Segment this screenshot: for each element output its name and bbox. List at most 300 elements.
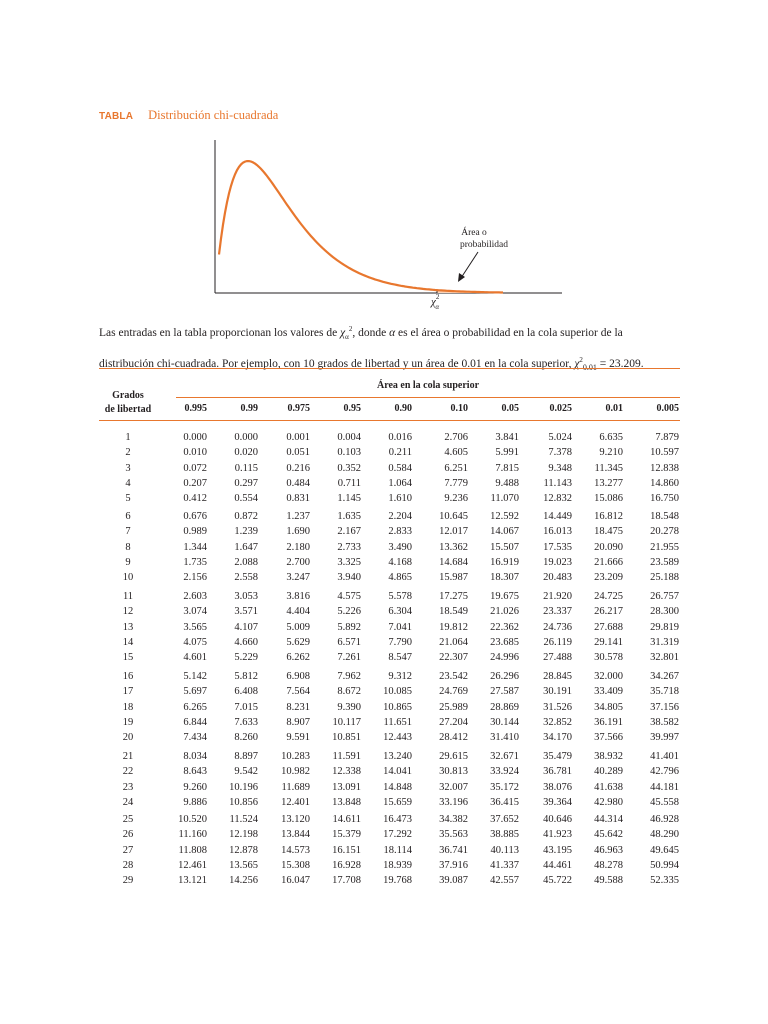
- table-cell: 11.591: [332, 751, 361, 762]
- table-cell: 1.064: [388, 477, 412, 489]
- table-cell: 4.601: [183, 652, 207, 664]
- table-cell: 0.711: [337, 477, 361, 489]
- table-cell: 0.484: [286, 477, 310, 489]
- column-header: 0.95: [343, 403, 361, 414]
- table-cell: 26.217: [594, 606, 623, 618]
- table-cell: 0.872: [234, 511, 258, 522]
- table-cell: 2.733: [337, 541, 361, 553]
- table-cell: 0.554: [234, 493, 258, 505]
- table-cell: 14.573: [281, 844, 310, 856]
- table-cell: 0.051: [286, 447, 310, 459]
- table-cell: 28.412: [439, 732, 468, 744]
- table-cell: 48.290: [650, 829, 679, 841]
- table-cell: 3.940: [337, 572, 361, 584]
- intro-chi2-sub: 0.01: [582, 363, 597, 373]
- df-cell: 21: [122, 751, 134, 762]
- table-cell: 30.191: [543, 686, 572, 698]
- table-cell: 7.779: [444, 477, 468, 489]
- df-cell: 24: [122, 796, 134, 808]
- table-cell: 26.296: [490, 671, 519, 682]
- table-cell: 49.645: [650, 844, 679, 856]
- table-cell: 34.170: [543, 732, 572, 744]
- table-cell: 3.571: [234, 606, 258, 618]
- caption-title: Distribución chi-cuadrada: [148, 108, 279, 122]
- table-cell: 12.338: [332, 766, 361, 778]
- df-cell: 18: [122, 701, 134, 713]
- intro-chi-sub: α: [345, 333, 349, 342]
- table-cell: 16.928: [332, 859, 361, 871]
- table-cell: 0.297: [234, 477, 258, 489]
- table-cell: 17.708: [332, 875, 361, 887]
- table-cell: 7.261: [337, 652, 361, 664]
- df-cell: 26: [122, 829, 134, 841]
- table-cell: 1.344: [183, 541, 207, 553]
- table-cell: 7.041: [388, 621, 412, 633]
- df-cell: 29: [122, 875, 134, 887]
- table-cell: 4.605: [444, 447, 468, 459]
- table-cell: 2.833: [388, 526, 412, 538]
- table-cell: 9.390: [337, 701, 361, 713]
- table-cell: 19.023: [543, 556, 572, 568]
- critical-sup: 2: [435, 293, 440, 301]
- table-cell: 45.722: [543, 875, 572, 887]
- table-cell: 17.292: [383, 829, 412, 841]
- table-cell: 12.878: [229, 844, 258, 856]
- table-cell: 37.652: [490, 814, 519, 825]
- table-cell: 14.041: [383, 766, 412, 778]
- df-cell: 6: [125, 511, 131, 522]
- table-cell: 9.260: [183, 781, 207, 793]
- table-cell: 32.671: [490, 751, 519, 762]
- table-cell: 44.314: [594, 814, 623, 825]
- df-cell: 20: [122, 732, 134, 744]
- table-cell: 5.697: [183, 686, 207, 698]
- table-cell: 32.007: [439, 781, 468, 793]
- df-cell: 9: [125, 556, 131, 568]
- table-cell: 1.647: [234, 541, 258, 553]
- table-cell: 33.924: [490, 766, 519, 778]
- table-cell: 43.195: [543, 844, 572, 856]
- table-cell: 39.364: [543, 796, 572, 808]
- table-cell: 8.547: [388, 652, 412, 664]
- intro-text-4: = 23.209.: [596, 357, 644, 370]
- table-cell: 0.207: [183, 477, 207, 489]
- table-cell: 42.557: [490, 875, 519, 887]
- table-cell: 23.337: [543, 606, 572, 618]
- df-cell: 19: [122, 716, 134, 728]
- table-cell: 16.013: [543, 526, 572, 538]
- table-cell: 7.790: [388, 636, 412, 648]
- table-cell: 37.156: [650, 701, 679, 713]
- table-cell: 40.113: [490, 844, 519, 856]
- table-cell: 16.151: [332, 844, 361, 856]
- table-cell: 27.587: [490, 686, 519, 698]
- table-cell: 50.994: [650, 859, 679, 871]
- intro-chi-sup: 2: [348, 325, 353, 333]
- table-cell: 9.236: [444, 493, 468, 505]
- intro-alpha: α: [389, 326, 396, 339]
- table-cell: 21.026: [490, 606, 519, 618]
- table-cell: 0.001: [286, 432, 310, 443]
- table-cell: 37.916: [439, 859, 468, 871]
- table-cell: 10.597: [650, 447, 679, 459]
- df-cell: 27: [122, 844, 134, 856]
- critical-chi: χ: [431, 296, 436, 308]
- df-cell: 16: [122, 671, 134, 682]
- table-cell: 49.588: [594, 875, 623, 887]
- table-cell: 32.852: [543, 716, 572, 728]
- intro-text-3: es el área o probabilidad en la cola superior de la distribución chi-cuadrada. Por ejemplo, con 10 grados de libertad y un área de 0.01 en la cola superior,: [99, 326, 623, 370]
- df-header-line-1: Grados: [112, 390, 144, 401]
- table-cell: 46.928: [650, 814, 679, 825]
- table-cell: 0.016: [388, 432, 412, 443]
- table-cell: 12.832: [543, 493, 572, 505]
- table-cell: 6.908: [286, 671, 310, 682]
- intro-chi2-sup: 2: [579, 356, 583, 365]
- table-cell: 16.750: [650, 493, 679, 505]
- table-cell: 36.741: [439, 844, 468, 856]
- table-cell: 17.535: [543, 541, 572, 553]
- table-cell: 9.886: [183, 796, 207, 808]
- table-cell: 13.277: [594, 477, 623, 489]
- table-cell: 0.020: [234, 447, 258, 459]
- table-cell: 2.180: [286, 541, 310, 553]
- table-cell: 10.085: [383, 686, 412, 698]
- table-cell: 11.345: [594, 462, 623, 474]
- table-cell: 14.684: [439, 556, 468, 568]
- table-cell: 3.841: [495, 432, 519, 443]
- table-cell: 52.335: [650, 875, 679, 887]
- table-cell: 31.410: [490, 732, 519, 744]
- table-cell: 1.635: [337, 511, 361, 522]
- table-cell: 0.010: [183, 447, 207, 459]
- table-cell: 13.844: [281, 829, 310, 841]
- table-cell: 32.000: [594, 671, 623, 682]
- table-cell: 34.382: [439, 814, 468, 825]
- table-cell: 33.196: [439, 796, 468, 808]
- df-cell: 15: [122, 652, 134, 664]
- table-cell: 20.278: [650, 526, 679, 538]
- table-cell: 5.892: [337, 621, 361, 633]
- df-cell: 28: [122, 859, 134, 871]
- table-cell: 30.144: [490, 716, 519, 728]
- table-cell: 17.275: [439, 591, 468, 602]
- df-cell: 22: [122, 766, 134, 778]
- table-cell: 33.409: [594, 686, 623, 698]
- table-cell: 38.932: [594, 751, 623, 762]
- table-cell: 35.479: [543, 751, 572, 762]
- column-header: 0.975: [287, 403, 310, 414]
- table-cell: 29.141: [594, 636, 623, 648]
- table-cell: 11.689: [281, 781, 310, 793]
- table-cell: 8.897: [234, 751, 258, 762]
- table-cell: 9.348: [548, 462, 572, 474]
- table-cell: 44.181: [650, 781, 679, 793]
- table-cell: 8.034: [183, 751, 207, 762]
- table-cell: 45.558: [650, 796, 679, 808]
- table-cell: 18.114: [383, 844, 412, 856]
- intro-chi: χ: [340, 326, 346, 339]
- table-cell: 23.209: [594, 572, 623, 584]
- df-cell: 11: [122, 591, 134, 602]
- table-cell: 40.289: [594, 766, 623, 778]
- table-cell: 6.635: [599, 432, 623, 443]
- table-cell: 39.997: [650, 732, 679, 744]
- table-cell: 2.706: [444, 432, 468, 443]
- table-cell: 11.070: [490, 493, 519, 505]
- table-cell: 14.848: [383, 781, 412, 793]
- table-cell: 16.812: [594, 511, 623, 522]
- table-cell: 1.690: [286, 526, 310, 538]
- table-cell: 1.735: [183, 556, 207, 568]
- table-cell: 0.412: [183, 493, 207, 505]
- table-cell: 14.449: [543, 511, 572, 522]
- table-cell: 0.584: [388, 462, 412, 474]
- table-cell: 9.312: [388, 671, 412, 682]
- df-cell: 3: [125, 462, 131, 474]
- table-cell: 24.736: [543, 621, 572, 633]
- table-cell: 7.378: [548, 447, 572, 459]
- table-cell: 0.103: [337, 447, 361, 459]
- table-cell: 23.685: [490, 636, 519, 648]
- table-cell: 29.819: [650, 621, 679, 633]
- table-cell: 10.865: [383, 701, 412, 713]
- table-cell: 15.987: [439, 572, 468, 584]
- table-cell: 13.120: [281, 814, 310, 825]
- intro-text-2: , donde: [352, 326, 390, 339]
- caption-label: TABLA: [99, 111, 134, 122]
- table-cell: 30.813: [439, 766, 468, 778]
- table-cell: 41.923: [543, 829, 572, 841]
- table-cell: 38.582: [650, 716, 679, 728]
- df-cell: 4: [125, 477, 131, 489]
- table-cell: 12.017: [439, 526, 468, 538]
- table-cell: 13.091: [332, 781, 361, 793]
- table-cell: 5.229: [234, 652, 258, 664]
- table-cell: 0.211: [388, 447, 412, 459]
- table-cell: 2.167: [337, 526, 361, 538]
- table-cell: 2.603: [183, 591, 207, 602]
- table-cell: 3.247: [286, 572, 310, 584]
- column-header: 0.10: [450, 403, 468, 414]
- table-cell: 18.475: [594, 526, 623, 538]
- table-cell: 27.488: [543, 652, 572, 664]
- table-cell: 26.757: [650, 591, 679, 602]
- table-cell: 4.107: [234, 621, 258, 633]
- table-cell: 9.210: [599, 447, 623, 459]
- table-cell: 0.831: [286, 493, 310, 505]
- table-cell: 6.571: [337, 636, 361, 648]
- table-cell: 28.300: [650, 606, 679, 618]
- table-cell: 1.239: [234, 526, 258, 538]
- table-cell: 10.283: [281, 751, 310, 762]
- table-cell: 0.004: [337, 432, 361, 443]
- table-cell: 10.856: [229, 796, 258, 808]
- table-cell: 6.262: [286, 652, 310, 664]
- table-cell: 9.542: [234, 766, 258, 778]
- table-cell: 18.939: [383, 859, 412, 871]
- table-cell: 5.142: [183, 671, 207, 682]
- table-cell: 18.307: [490, 572, 519, 584]
- table-cell: 2.204: [388, 511, 412, 522]
- column-header: 0.025: [549, 403, 572, 414]
- table-cell: 46.963: [594, 844, 623, 856]
- table-cell: 4.075: [183, 636, 207, 648]
- table-cell: 14.256: [229, 875, 258, 887]
- table-cell: 10.982: [281, 766, 310, 778]
- table-cell: 18.549: [439, 606, 468, 618]
- table-cell: 15.659: [383, 796, 412, 808]
- table-cell: 22.362: [490, 621, 519, 633]
- table-cell: 10.645: [439, 511, 468, 522]
- df-cell: 7: [125, 526, 131, 538]
- table-cell: 0.676: [183, 511, 207, 522]
- table-cell: 36.781: [543, 766, 572, 778]
- table-cell: 26.119: [543, 636, 572, 648]
- intro-text-1: Las entradas en la tabla proporcionan los valores de: [99, 326, 341, 339]
- table-cell: 7.564: [286, 686, 310, 698]
- table-cell: 24.769: [439, 686, 468, 698]
- table-cell: 7.815: [495, 462, 519, 474]
- table-cell: 42.796: [650, 766, 679, 778]
- table-cell: 13.121: [178, 875, 207, 887]
- table-cell: 28.845: [543, 671, 572, 682]
- table-cell: 7.015: [234, 701, 258, 713]
- table-cell: 23.542: [439, 671, 468, 682]
- df-cell: 2: [125, 447, 131, 459]
- table-cell: 13.240: [383, 751, 412, 762]
- table-cell: 24.996: [490, 652, 519, 664]
- column-header: 0.995: [184, 403, 207, 414]
- table-cell: 14.611: [332, 814, 361, 825]
- critical-sub: α: [435, 303, 440, 311]
- table-cell: 19.675: [490, 591, 519, 602]
- table-cell: 6.251: [444, 462, 468, 474]
- table-cell: 36.415: [490, 796, 519, 808]
- table-cell: 2.700: [286, 556, 310, 568]
- table-cell: 6.408: [234, 686, 258, 698]
- table-cell: 0.072: [183, 462, 207, 474]
- table-cell: 0.216: [286, 462, 310, 474]
- table-cell: 10.117: [332, 716, 361, 728]
- table-cell: 0.115: [234, 462, 258, 474]
- column-header: 0.99: [240, 403, 258, 414]
- table-cell: 3.053: [234, 591, 258, 602]
- table-cell: 29.615: [439, 751, 468, 762]
- df-cell: 10: [122, 572, 134, 584]
- annotation-line-1: Área o: [461, 228, 487, 238]
- table-cell: 38.885: [490, 829, 519, 841]
- df-cell: 1: [125, 432, 131, 443]
- table-cell: 1.610: [388, 493, 412, 505]
- table-cell: 11.524: [229, 814, 258, 825]
- table-cell: 2.558: [234, 572, 258, 584]
- table-cell: 28.869: [490, 701, 519, 713]
- table-cell: 12.443: [383, 732, 412, 744]
- df-cell: 14: [122, 636, 134, 648]
- table-cell: 5.024: [548, 432, 572, 443]
- table-cell: 4.865: [388, 572, 412, 584]
- table-cell: 7.633: [234, 716, 258, 728]
- table-cell: 25.989: [439, 701, 468, 713]
- table-cell: 3.325: [337, 556, 361, 568]
- df-header-line-2: de libertad: [104, 404, 152, 415]
- table-cell: 4.168: [388, 556, 412, 568]
- table-cell: 36.191: [594, 716, 623, 728]
- table-cell: 27.204: [439, 716, 468, 728]
- table-cell: 20.483: [543, 572, 572, 584]
- table-cell: 3.565: [183, 621, 207, 633]
- table-cell: 11.808: [178, 844, 207, 856]
- table-cell: 32.801: [650, 652, 679, 664]
- upper-tail-area-header: Área en la cola superior: [376, 380, 480, 391]
- table-cell: 19.768: [383, 875, 412, 887]
- table-cell: 41.337: [490, 859, 519, 871]
- column-header: 0.90: [394, 403, 412, 414]
- table-cell: 1.237: [286, 511, 310, 522]
- table-cell: 13.565: [229, 859, 258, 871]
- table-cell: 10.851: [332, 732, 361, 744]
- table-cell: 6.844: [183, 716, 207, 728]
- table-cell: 16.473: [383, 814, 412, 825]
- table-cell: 5.578: [388, 591, 412, 602]
- table-cell: 35.718: [650, 686, 679, 698]
- table-cell: 7.434: [183, 732, 207, 744]
- table-cell: 41.401: [650, 751, 679, 762]
- df-cell: 23: [122, 781, 134, 793]
- table-cell: 35.172: [490, 781, 519, 793]
- table-cell: 38.076: [543, 781, 572, 793]
- table-cell: 4.575: [337, 591, 361, 602]
- df-cell: 12: [122, 606, 134, 618]
- table-cell: 40.646: [543, 814, 572, 825]
- column-header: 0.005: [656, 403, 679, 414]
- table-cell: 15.379: [332, 829, 361, 841]
- table-cell: 8.643: [183, 766, 207, 778]
- table-cell: 3.074: [183, 606, 207, 618]
- df-cell: 5: [125, 493, 131, 505]
- table-cell: 25.188: [650, 572, 679, 584]
- df-cell: 8: [125, 541, 131, 553]
- table-cell: 15.086: [594, 493, 623, 505]
- table-cell: 5.629: [286, 636, 310, 648]
- table-cell: 1.145: [337, 493, 361, 505]
- column-header: 0.01: [605, 403, 623, 414]
- table-cell: 16.919: [490, 556, 519, 568]
- table-cell: 23.589: [650, 556, 679, 568]
- table-cell: 4.404: [286, 606, 310, 618]
- table-cell: 4.660: [234, 636, 258, 648]
- annotation-line-2: probabilidad: [459, 240, 509, 250]
- table-cell: 15.308: [281, 859, 310, 871]
- table-cell: 21.064: [439, 636, 468, 648]
- table-cell: 5.991: [495, 447, 519, 459]
- table-cell: 9.488: [495, 477, 519, 489]
- table-cell: 5.226: [337, 606, 361, 618]
- table-cell: 34.267: [650, 671, 679, 682]
- table-cell: 21.920: [543, 591, 572, 602]
- table-cell: 6.265: [183, 701, 207, 713]
- table-cell: 2.088: [234, 556, 258, 568]
- table-cell: 0.352: [337, 462, 361, 474]
- table-cell: 0.000: [234, 432, 258, 443]
- table-cell: 12.198: [229, 829, 258, 841]
- table-cell: 12.592: [490, 511, 519, 522]
- table-cell: 7.879: [655, 432, 679, 443]
- table-cell: 3.490: [388, 541, 412, 553]
- table-cell: 11.651: [383, 716, 412, 728]
- table-cell: 19.812: [439, 621, 468, 633]
